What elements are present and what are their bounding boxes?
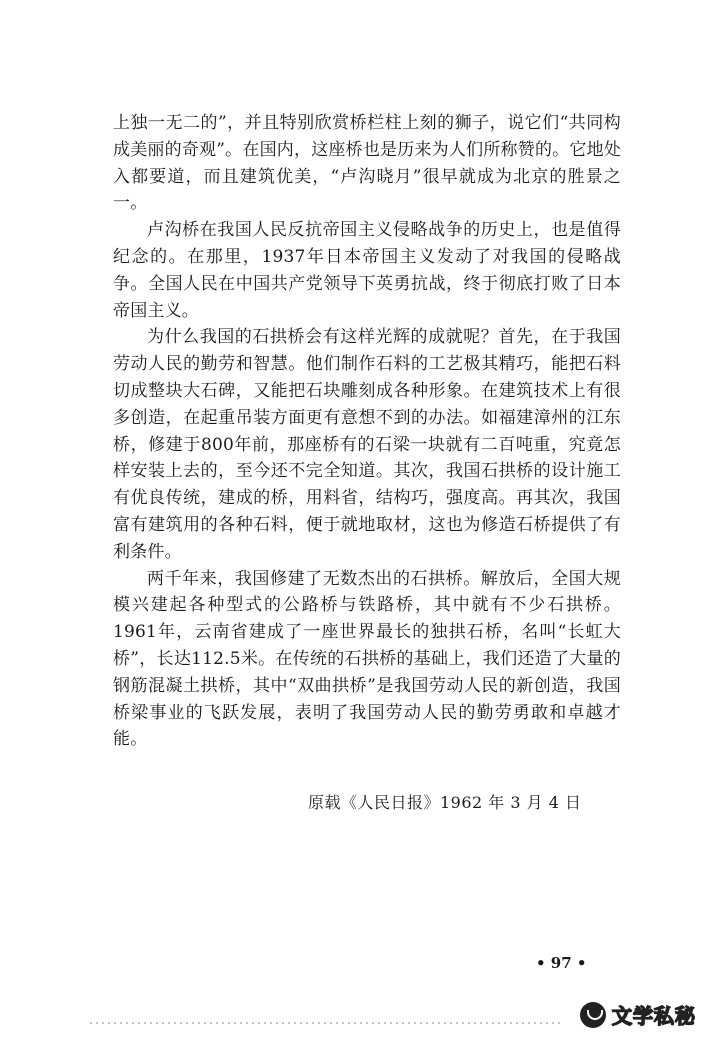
paragraph-reasons: 为什么我国的石拱桥会有这样光辉的成就呢？首先，在于我国劳动人民的勤劳和智慧。他们制作石料的工艺极其精巧，能把石料切成整块大石碑，又能把石块雕刻成各种形象。在建筑技术上有很多创造，在起重吊装方面更有意想不到的办法。如福建漳州的江东桥，修建于800年前，那座桥有的石梁一块就有二百吨重，究竟怎样安装上去的，至今还不完全知道。其次，我国石拱桥的设计施工有优良传统，建成的桥，用料省，结构巧，强度高。再其次，我国富有建筑用的各种石料，便于就地取材，这也为修造石桥提供了有利条件。 [113,327,621,562]
source-citation: 原载《人民日报》1962 年 3 月 4 日 [308,793,582,812]
page-number: • 97 • [536,954,587,972]
paragraph-lugou-bridge-history: 卢沟桥在我国人民反抗帝国主义侵略战争的历史上，也是值得纪念的。在那里，1937年日本帝国主义发动了对我国的侵略战争。全国人民在中国共产党领导下英勇抗战，终于彻底打败了日本帝国主义。 [113,220,621,321]
badge-icon [580,1002,606,1028]
paragraph-modern-bridges: 两千年来，我国修建了无数杰出的石拱桥。解放后，全国大规模兴建起各种型式的公路桥与铁路桥，其中就有不少石拱桥。1961年，云南省建成了一座世界最长的独拱石桥，名叫“长虹大桥”，长达112.5米。在传统的石拱桥的基础上，我们还造了大量的钢筋混凝土拱桥，其中“双曲拱桥”是我国劳动人民的新创造，我国桥梁事业的飞跃发展，表明了我国劳动人民的勤劳勇敢和卓越才能。 [113,568,621,750]
watermark [580,1000,696,1029]
watermark-text: 文学私秘 [612,1004,696,1028]
paragraph-continuation: 上独一无二的”，并且特别欣赏桥栏柱上刻的狮子，说它们“共同构成美丽的奇观”。在国内，这座桥也是历来为人们所称赞的。它地处入都要道，而且建筑优美，“卢沟晓月”很早就成为北京的胜景之一。 [113,113,621,214]
article-body [113,110,621,753]
scan-artifact-divider [90,1022,560,1024]
